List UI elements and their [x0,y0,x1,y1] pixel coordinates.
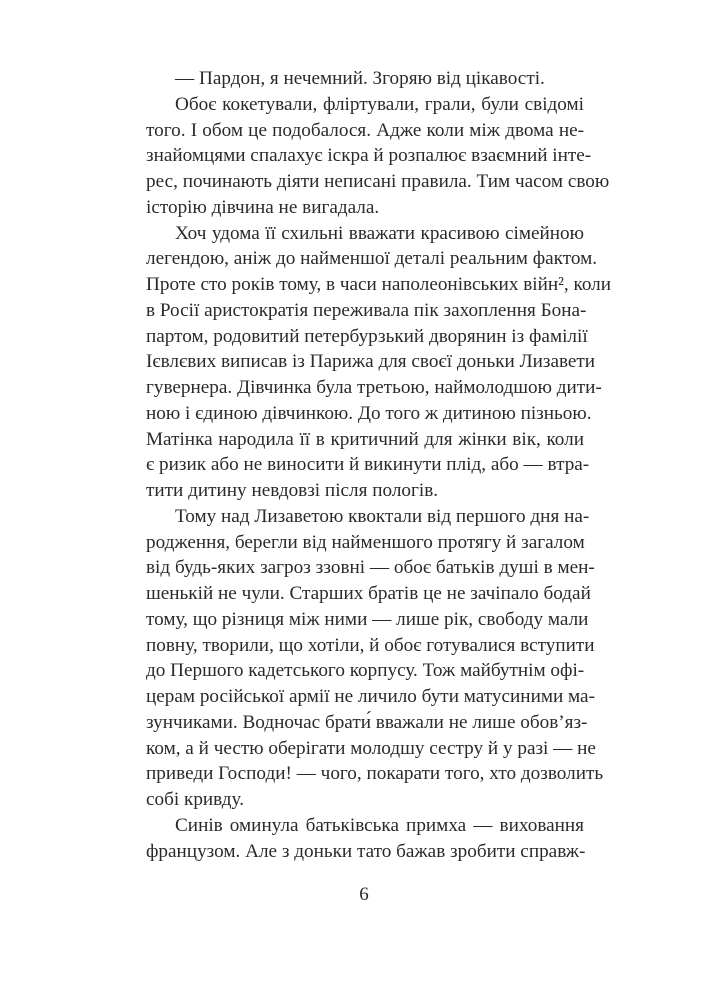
text-line: родження, берегли від найменшого протягу й загалом [146,531,585,553]
text-line: тити дитину невдовзі після пологів. [146,480,439,501]
text-line: Ієвлєвих виписав із Парижа для своєї доньки Лизавети [146,351,596,373]
text-line: Хоч удома її схильні вважати красивою сімейною [175,222,584,244]
body-text [146,66,612,864]
text-line: до Першого кадетського корпусу. Тож майбутнім офі- [146,660,585,682]
text-line: є ризик або не виносити й викинути плід, або — втра- [146,454,590,476]
paragraph [146,504,604,813]
text-line: Обоє кокетували, фліртували, грали, були свідомі [175,93,584,115]
text-line: зунчиками. Водночас брати́ вважали не лише обов’яз- [146,711,588,733]
text-line: гувернера. Дівчинка була третьою, наймолодшою дити- [146,377,602,398]
text-line: Тому над Лизаветою квоктали від першого дня на- [175,505,590,527]
text-line: ком, а й честю оберігати молодшу сестру й у разі — не [146,737,596,759]
text-line: — Пардон, я нечемний. Згоряю від цікавості. [175,68,545,89]
text-line: від будь-яких загроз ззовні — обоє батьків душі в мен- [146,557,595,579]
paragraph [146,92,610,221]
text-line: Проте сто років тому, в часи наполеонівських війн², коли [146,274,612,295]
text-line: шенькій не чули. Старших братів це не зачіпало бодай [146,583,591,604]
text-line: приведи Господи! — чого, покарати того, хто дозволить [146,763,604,785]
text-line: повну, творили, що хотіли, й обоє готувалися вступити [146,634,595,656]
paragraph [146,221,612,504]
text-line: знайомцями спалахує іскра й розпалює взаємний інте- [146,145,592,167]
text-line: партом, родовитий петербурзький дворянин із фамілії [146,325,588,347]
text-line: в Росії аристократія переживала пік захоплення Бона- [146,299,587,321]
text-line: історію дівчина не вигадала. [146,196,380,218]
text-line: ною і єдиною дівчинкою. До того ж дитиною пізньою. [146,402,592,424]
paragraph [146,66,584,92]
text-line: Синів оминула батьківська примха — виховання [175,814,584,836]
text-line: того. І обом це подобалося. Адже коли між двома не- [146,119,584,141]
text-line: Матінка народила її в критичний для жінки вік, коли [146,428,584,450]
text-line: французом. Але з доньки тато бажав зробити справж- [146,840,586,862]
text-line: легендою, аніж до найменшої деталі реальним фактом. [146,248,598,270]
text-line: тому, що різниця між ними — лише рік, свободу мали [146,608,589,630]
paragraph [146,813,584,865]
text-line: рес, починають діяти неписані правила. Тим часом свою [146,171,610,192]
text-line: собі кривду. [146,789,244,810]
text-line: церам російської армії не личило бути матусиними ма- [146,686,595,707]
page-number: 6 [359,884,369,905]
